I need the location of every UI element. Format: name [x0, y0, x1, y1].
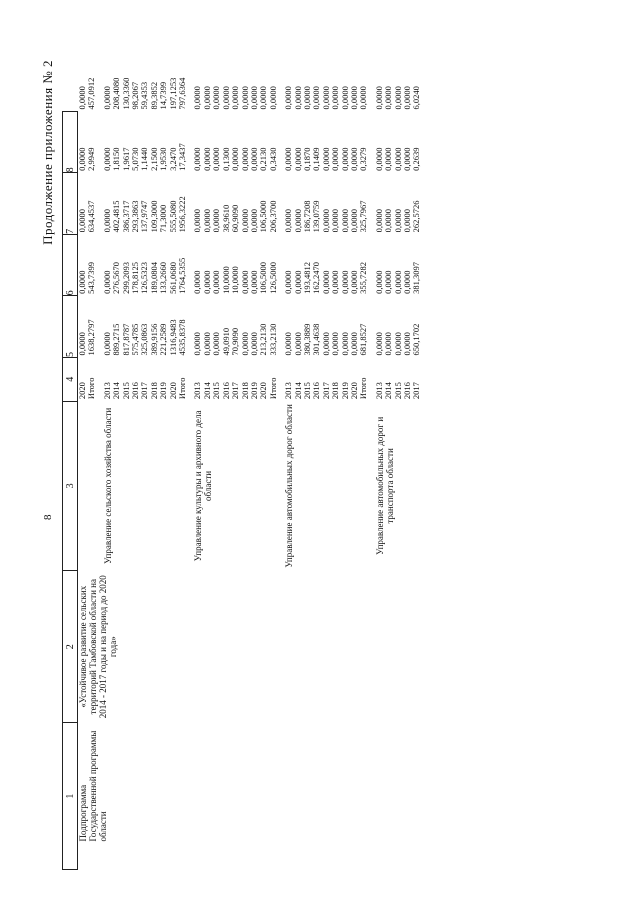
total-cell: 0,0000	[239, 332, 250, 356]
appendix-title: Продолжение приложения № 2	[40, 60, 55, 245]
other-cell: 0,0000	[76, 86, 87, 110]
regional-cell: 137,9747	[139, 200, 150, 233]
regional-cell: 0,0000	[330, 209, 341, 233]
year-cell: 2013	[101, 382, 112, 400]
federal-cell: 561,0680	[167, 262, 178, 294]
local-cell: 0,2639	[411, 147, 422, 171]
budget-table	[62, 50, 422, 870]
total-cell: 889,2715	[111, 323, 122, 356]
local-cell: 0,2130	[258, 147, 269, 171]
responsible-org: Управление культуры и архивного дела области	[193, 410, 214, 562]
year-cell: 2014	[111, 382, 122, 400]
regional-cell: 0,0000	[101, 209, 112, 233]
federal-cell: 0,0000	[348, 270, 359, 294]
federal-cell: 355,7282	[358, 262, 369, 294]
year-cell: Итого	[177, 377, 188, 400]
year-cell: 2020	[348, 382, 359, 400]
year-cell: 2014	[292, 382, 303, 400]
total-cell: 0,0000	[330, 332, 341, 356]
total-cell: 4535,8378	[177, 319, 188, 356]
regional-cell: 0,0000	[402, 209, 412, 233]
total-cell: 0,0000	[192, 332, 203, 356]
regional-cell: 186,7208	[301, 200, 312, 233]
local-cell: 0,0000	[330, 147, 341, 171]
other-cell: 0,0000	[230, 86, 241, 110]
regional-cell: 386,3717	[120, 200, 131, 233]
local-cell: 1,1440	[139, 147, 150, 171]
regional-cell: 0,0000	[373, 209, 384, 233]
year-cell: 2015	[211, 382, 222, 400]
regional-cell: 71,3000	[158, 204, 169, 233]
col-header-2: 2	[63, 571, 78, 723]
year-cell: 2016	[220, 382, 231, 400]
regional-cell: 60,9090	[230, 204, 241, 233]
regional-cell: 0,0000	[192, 209, 203, 233]
regional-cell: 325,7967	[358, 200, 369, 233]
total-cell: 333,2130	[267, 323, 278, 356]
year-cell: 2017	[230, 382, 241, 400]
local-cell: 0,0000	[339, 147, 350, 171]
other-cell: 98,2067	[130, 81, 141, 110]
total-cell: 575,4785	[130, 323, 141, 356]
total-cell: 1638,2797	[86, 319, 97, 356]
year-cell: 2015	[392, 382, 403, 400]
local-cell: 0,0000	[320, 147, 331, 171]
local-cell: 0,0000	[373, 147, 384, 171]
local-cell: 0,0000	[383, 147, 394, 171]
table-body	[78, 50, 422, 870]
col-header-1: 1	[63, 723, 78, 870]
federal-cell: 0,0000	[283, 270, 294, 294]
other-cell: 457,0912	[86, 77, 97, 110]
regional-cell: 1956,3222	[177, 196, 188, 233]
other-cell: 0,0000	[211, 86, 222, 110]
responsible-org: Управление автомобильных дорог области	[284, 404, 295, 568]
total-cell: 301,4638	[311, 323, 322, 356]
year-cell: 2018	[330, 382, 341, 400]
other-cell: 6,0240	[411, 86, 422, 110]
federal-cell: 0,0000	[292, 270, 303, 294]
federal-cell: 10,0000	[230, 266, 241, 294]
local-cell: 3,2470	[167, 147, 178, 171]
local-cell: 2,1500	[148, 147, 159, 171]
other-cell: 14,7399	[158, 81, 169, 110]
local-cell: 0,3430	[267, 147, 278, 171]
regional-cell: 0,0000	[283, 209, 294, 233]
year-cell: 2017	[411, 382, 422, 400]
regional-cell: 38,9610	[220, 204, 231, 233]
federal-cell: 0,0000	[239, 270, 250, 294]
total-cell: 0,0000	[392, 332, 403, 356]
program-name: «Устойчивое развитие сельских территорий Тамбовской области на 2014 - 2017 годы и на период до 2020 года»	[78, 575, 118, 719]
total-cell: 650,1702	[411, 323, 422, 356]
total-cell: 221,2589	[158, 323, 169, 356]
federal-cell: 0,0000	[392, 270, 403, 294]
local-cell: 0,0000	[192, 147, 203, 171]
year-cell: 2013	[192, 382, 203, 400]
total-cell: 213,2130	[258, 323, 269, 356]
regional-cell: 206,3700	[267, 200, 278, 233]
total-cell: 380,3889	[301, 323, 312, 356]
federal-cell: 276,5670	[111, 262, 122, 294]
other-cell: 197,1253	[167, 77, 178, 110]
year-cell: 2018	[148, 382, 159, 400]
local-cell: 0,0000	[292, 147, 303, 171]
table-row	[78, 50, 88, 870]
col-header-8: 8	[63, 112, 78, 173]
local-cell: 0,0000	[239, 147, 250, 171]
regional-cell: 0,0000	[248, 209, 259, 233]
federal-cell: 0,0000	[248, 270, 259, 294]
year-cell: Итого	[267, 377, 278, 400]
regional-cell: 402,4815	[111, 200, 122, 233]
federal-cell: 299,2093	[120, 262, 131, 294]
year-cell: 2017	[139, 382, 150, 400]
year-cell: 2020	[258, 382, 269, 400]
local-cell: 0,0000	[77, 147, 87, 171]
local-cell: 0,0000	[201, 147, 212, 171]
regional-cell: 555,5080	[167, 200, 178, 233]
local-cell: 0,1409	[311, 147, 322, 171]
federal-cell: 10,0000	[220, 266, 231, 294]
page-number: 8	[42, 514, 54, 520]
federal-cell: 381,3097	[411, 262, 422, 294]
total-cell: 0,0000	[348, 332, 359, 356]
year-cell: Итого	[86, 377, 97, 400]
local-cell: 2,9949	[86, 147, 97, 171]
other-cell: 89,3852	[148, 81, 159, 110]
federal-cell: 0,0000	[201, 270, 212, 294]
regional-cell: 0,0000	[392, 209, 403, 233]
total-cell: 0,0000	[101, 332, 112, 356]
other-cell: 0,0000	[320, 86, 331, 110]
year-cell: 2014	[383, 382, 394, 400]
local-cell: 0,0000	[101, 147, 112, 171]
rotated-landscape-sheet	[40, 50, 540, 870]
federal-cell: 543,7399	[86, 262, 97, 294]
federal-cell: 106,5000	[258, 262, 269, 294]
other-cell: 208,4080	[111, 77, 122, 110]
regional-cell: 634,4537	[86, 200, 97, 233]
other-cell: 0,0000	[267, 86, 278, 110]
subprogram-label: Подпрограмма Государственной программы области	[78, 730, 108, 842]
year-cell: Итого	[358, 377, 369, 400]
regional-cell: 0,0000	[348, 209, 359, 233]
local-cell: 0,0000	[348, 147, 359, 171]
other-cell: 0,0000	[348, 86, 359, 110]
other-cell: 0,0000	[383, 86, 394, 110]
year-cell: 2017	[320, 382, 331, 400]
federal-cell: 189,0804	[148, 262, 159, 294]
other-cell: 0,0000	[402, 86, 412, 110]
total-cell: 49,0910	[220, 327, 231, 356]
local-cell: 0,3279	[358, 147, 369, 171]
total-cell: 389,9156	[148, 323, 159, 356]
total-cell: 0,0000	[402, 332, 412, 356]
total-cell: 0,0000	[77, 332, 87, 356]
year-cell: 2016	[130, 382, 141, 400]
local-cell: 0,1300	[220, 147, 231, 171]
federal-cell: 126,5000	[267, 262, 278, 294]
year-cell: 2015	[301, 382, 312, 400]
regional-cell: 0,0000	[239, 209, 250, 233]
year-cell: 2019	[248, 382, 259, 400]
local-cell: 0,0000	[392, 147, 403, 171]
other-cell: 0,0000	[201, 86, 212, 110]
year-cell: 2014	[201, 382, 212, 400]
col-header-5: 5	[63, 296, 78, 358]
col-header-4: 4	[63, 357, 78, 401]
local-cell: 17,3437	[177, 143, 188, 171]
federal-cell: 0,0000	[192, 270, 203, 294]
total-cell: 70,9090	[230, 327, 241, 356]
total-cell: 0,0000	[283, 332, 294, 356]
other-cell: 0,0000	[192, 86, 203, 110]
total-cell: 0,0000	[248, 332, 259, 356]
year-cell: 2016	[402, 382, 412, 400]
federal-cell: 0,0000	[383, 270, 394, 294]
other-cell: 0,0000	[220, 86, 231, 110]
local-cell: 1,9617	[120, 147, 131, 171]
year-cell: 2018	[239, 382, 250, 400]
regional-cell: 0,0000	[77, 209, 87, 233]
other-cell: 0,0000	[248, 86, 259, 110]
federal-cell: 193,4812	[301, 262, 312, 294]
total-cell: 0,0000	[201, 332, 212, 356]
federal-cell: 0,0000	[330, 270, 341, 294]
other-cell: 797,6364	[177, 77, 188, 110]
other-cell: 0,0000	[239, 86, 250, 110]
local-cell: 0,0000	[283, 147, 294, 171]
local-cell: 0,0000	[248, 147, 259, 171]
col-header-6: 6	[63, 234, 78, 296]
regional-cell: 293,3863	[130, 200, 141, 233]
responsible-org	[78, 401, 97, 571]
federal-cell: 0,0000	[101, 270, 112, 294]
other-cell: 130,3360	[120, 77, 131, 110]
federal-cell: 0,0000	[211, 270, 222, 294]
federal-cell: 0,0000	[339, 270, 350, 294]
regional-cell: 262,5726	[411, 200, 422, 233]
other-cell: 0,0000	[101, 86, 112, 110]
federal-cell: 162,2470	[311, 262, 322, 294]
year-cell: 2015	[120, 382, 131, 400]
other-cell: 0,0000	[373, 86, 384, 110]
other-cell: 0,0000	[339, 86, 350, 110]
responsible-org: Управление сельского хозяйства области	[102, 407, 113, 565]
local-cell: 1,9530	[158, 147, 169, 171]
year-cell: 2019	[339, 382, 350, 400]
year-cell: 2016	[311, 382, 322, 400]
responsible-org: Управление автомобильных дорог и транспорта области	[374, 416, 395, 556]
other-cell: 0,0000	[292, 86, 303, 110]
regional-cell: 0,0000	[292, 209, 303, 233]
column-number-row	[63, 50, 78, 870]
local-cell: 0,0000	[402, 147, 412, 171]
federal-cell: 0,0000	[373, 270, 384, 294]
federal-cell: 178,8125	[130, 262, 141, 294]
total-cell: 0,0000	[373, 332, 384, 356]
other-cell: 0,0000	[283, 86, 294, 110]
total-cell: 0,0000	[383, 332, 394, 356]
local-cell: 1,8150	[111, 147, 122, 171]
year-cell: 2013	[373, 382, 384, 400]
federal-cell: 0,0000	[320, 270, 331, 294]
total-cell: 0,0000	[211, 332, 222, 356]
col-header-7: 7	[63, 173, 78, 235]
regional-cell: 0,0000	[201, 209, 212, 233]
other-cell: 59,4353	[139, 81, 150, 110]
local-cell: 0,0000	[211, 147, 222, 171]
total-cell: 1316,9483	[167, 319, 178, 356]
year-cell: 2020	[167, 382, 178, 400]
year-cell: 2019	[158, 382, 169, 400]
total-cell: 325,0863	[139, 323, 150, 356]
federal-cell: 0,0000	[77, 270, 87, 294]
regional-cell: 0,0000	[339, 209, 350, 233]
regional-cell: 139,0759	[311, 200, 322, 233]
total-cell: 0,0000	[292, 332, 303, 356]
other-cell: 0,0000	[258, 86, 269, 110]
regional-cell: 109,3000	[148, 200, 159, 233]
total-cell: 817,8787	[120, 323, 131, 356]
regional-cell: 0,0000	[320, 209, 331, 233]
other-cell: 0,0000	[301, 86, 312, 110]
local-cell: 0,1870	[301, 147, 312, 171]
federal-cell: 126,5323	[139, 262, 150, 294]
local-cell: 5,0730	[130, 147, 141, 171]
total-cell: 0,0000	[320, 332, 331, 356]
federal-cell: 0,0000	[402, 270, 412, 294]
other-cell: 0,0000	[311, 86, 322, 110]
other-cell: 0,0000	[330, 86, 341, 110]
year-cell: 2013	[283, 382, 294, 400]
other-cell: 0,0000	[392, 86, 403, 110]
federal-cell: 1764,5355	[177, 257, 188, 294]
total-cell: 681,8527	[358, 323, 369, 356]
regional-cell: 0,0000	[383, 209, 394, 233]
year-cell: 2020	[77, 382, 87, 400]
total-cell: 0,0000	[339, 332, 350, 356]
regional-cell: 0,0000	[211, 209, 222, 233]
local-cell: 0,0000	[230, 147, 241, 171]
col-header-3: 3	[63, 401, 78, 571]
federal-cell: 133,2660	[158, 262, 169, 294]
other-cell: 0,0000	[358, 86, 369, 110]
regional-cell: 106,5000	[258, 200, 269, 233]
